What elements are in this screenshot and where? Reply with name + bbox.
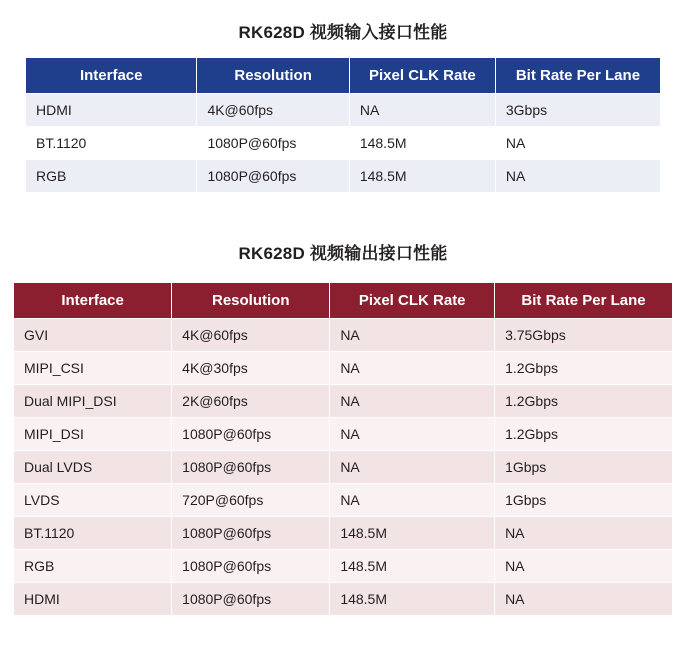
table-row xyxy=(14,319,673,352)
cell-pixel-clk-rate: NA xyxy=(330,319,495,352)
cell-interface: MIPI_DSI xyxy=(14,418,172,451)
column-header-pixel-clk-rate: Pixel CLK Rate xyxy=(349,58,495,94)
cell-resolution: 720P@60fps xyxy=(172,484,330,517)
cell-interface: LVDS xyxy=(14,484,172,517)
column-header-bit-rate-per-lane: Bit Rate Per Lane xyxy=(495,58,660,94)
cell-pixel-clk-rate: NA xyxy=(330,451,495,484)
table-row xyxy=(14,550,673,583)
table-row xyxy=(26,160,661,193)
table-row xyxy=(26,94,661,127)
cell-interface: HDMI xyxy=(26,94,197,127)
cell-resolution: 1080P@60fps xyxy=(197,127,349,160)
cell-pixel-clk-rate: NA xyxy=(330,385,495,418)
cell-resolution: 1080P@60fps xyxy=(172,517,330,550)
cell-bit-rate-per-lane: NA xyxy=(495,583,673,616)
cell-bit-rate-per-lane: 1.2Gbps xyxy=(495,385,673,418)
cell-bit-rate-per-lane: 1Gbps xyxy=(495,451,673,484)
table-header-row xyxy=(26,58,661,94)
cell-interface: GVI xyxy=(14,319,172,352)
cell-interface: BT.1120 xyxy=(14,517,172,550)
cell-pixel-clk-rate: 148.5M xyxy=(330,550,495,583)
video-input-section xyxy=(0,18,686,193)
cell-bit-rate-per-lane: 1Gbps xyxy=(495,484,673,517)
table-row xyxy=(14,451,673,484)
cell-pixel-clk-rate: 148.5M xyxy=(330,517,495,550)
table-row xyxy=(14,418,673,451)
video-input-table xyxy=(25,57,661,193)
column-header-resolution: Resolution xyxy=(197,58,349,94)
cell-bit-rate-per-lane: 1.2Gbps xyxy=(495,418,673,451)
cell-interface: HDMI xyxy=(14,583,172,616)
cell-pixel-clk-rate: NA xyxy=(330,352,495,385)
cell-pixel-clk-rate: 148.5M xyxy=(349,127,495,160)
cell-resolution: 4K@60fps xyxy=(197,94,349,127)
cell-bit-rate-per-lane: NA xyxy=(495,517,673,550)
cell-resolution: 4K@60fps xyxy=(172,319,330,352)
cell-resolution: 2K@60fps xyxy=(172,385,330,418)
table-row xyxy=(14,484,673,517)
table-row xyxy=(14,583,673,616)
cell-bit-rate-per-lane: 3.75Gbps xyxy=(495,319,673,352)
cell-resolution: 1080P@60fps xyxy=(172,418,330,451)
cell-resolution: 1080P@60fps xyxy=(172,583,330,616)
cell-pixel-clk-rate: NA xyxy=(330,484,495,517)
table-row xyxy=(14,352,673,385)
column-header-pixel-clk-rate: Pixel CLK Rate xyxy=(330,283,495,319)
cell-resolution: 1080P@60fps xyxy=(197,160,349,193)
cell-pixel-clk-rate: 148.5M xyxy=(330,583,495,616)
cell-bit-rate-per-lane: NA xyxy=(495,127,660,160)
cell-interface: MIPI_CSI xyxy=(14,352,172,385)
cell-interface: Dual LVDS xyxy=(14,451,172,484)
table-row xyxy=(26,127,661,160)
column-header-interface: Interface xyxy=(14,283,172,319)
cell-bit-rate-per-lane: 3Gbps xyxy=(495,94,660,127)
table-header-row xyxy=(14,283,673,319)
cell-bit-rate-per-lane: NA xyxy=(495,550,673,583)
video-output-table xyxy=(13,282,673,616)
cell-resolution: 1080P@60fps xyxy=(172,451,330,484)
video-input-title: RK628D 视频输入接口性能 xyxy=(238,23,448,42)
table-row xyxy=(14,385,673,418)
cell-interface: BT.1120 xyxy=(26,127,197,160)
cell-bit-rate-per-lane: 1.2Gbps xyxy=(495,352,673,385)
cell-interface: RGB xyxy=(14,550,172,583)
table-row xyxy=(14,517,673,550)
column-header-bit-rate-per-lane: Bit Rate Per Lane xyxy=(495,283,673,319)
cell-bit-rate-per-lane: NA xyxy=(495,160,660,193)
document-page xyxy=(0,18,686,661)
cell-resolution: 1080P@60fps xyxy=(172,550,330,583)
cell-pixel-clk-rate: NA xyxy=(349,94,495,127)
cell-pixel-clk-rate: 148.5M xyxy=(349,160,495,193)
cell-pixel-clk-rate: NA xyxy=(330,418,495,451)
cell-interface: RGB xyxy=(26,160,197,193)
video-output-section xyxy=(0,239,686,616)
column-header-resolution: Resolution xyxy=(172,283,330,319)
column-header-interface: Interface xyxy=(26,58,197,94)
video-output-title: RK628D 视频输出接口性能 xyxy=(238,244,448,263)
cell-resolution: 4K@30fps xyxy=(172,352,330,385)
cell-interface: Dual MIPI_DSI xyxy=(14,385,172,418)
